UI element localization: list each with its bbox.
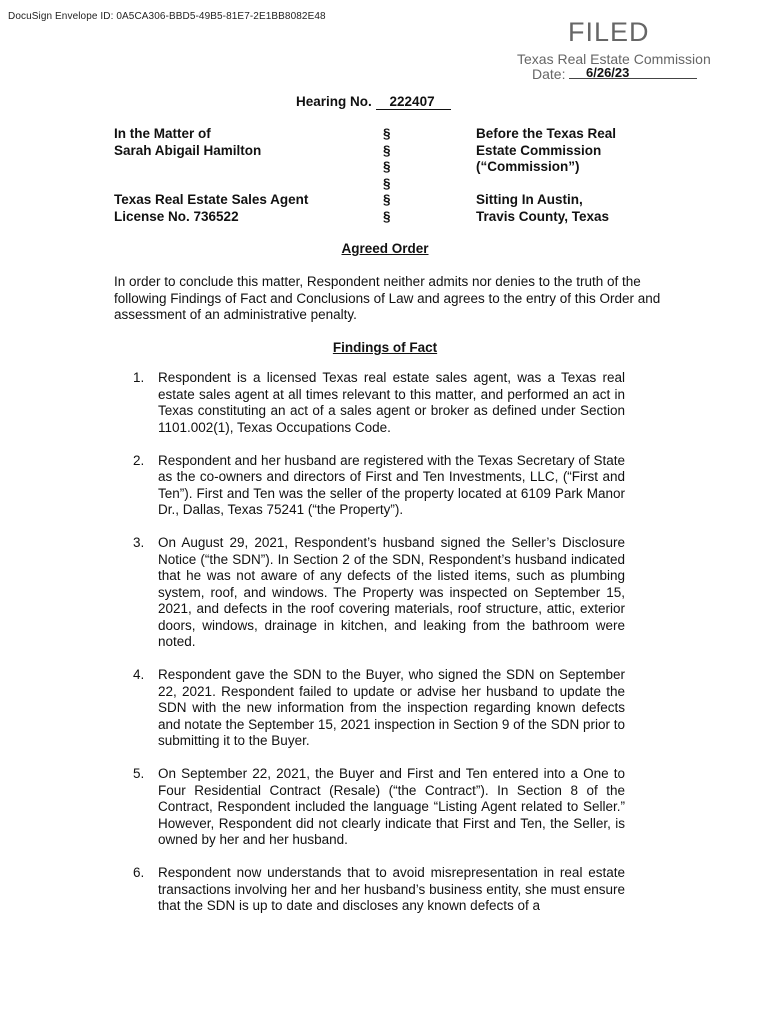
finding-item xyxy=(133,535,625,651)
findings-of-fact-title: Findings of Fact xyxy=(332,340,438,355)
finding-text: On September 22, 2021, the Buyer and First and Ten entered into a One to Four Residential Contract (Resale) (“the Contract”). In Section 8 of the Contract, Respondent included the language “Listing Agent related to Seller.” However, Respondent did not clearly indicate that First and Ten, the Seller, is owned by her and her husband. xyxy=(158,766,625,847)
finding-number: 6. xyxy=(133,865,145,880)
finding-number: 3. xyxy=(133,535,145,550)
finding-item xyxy=(133,667,625,750)
caption-matter-of: In the Matter of xyxy=(114,126,211,141)
finding-number: 2. xyxy=(133,452,145,468)
finding-text: On August 29, 2021, Respondent’s husband signed the Seller’s Disclosure Notice (“the SDN”). In Section 2 of the SDN, Respondent’s husband indicated that he was not aware of any defects of the listed items, such as plumbing system, roof, and windows. The Property was inspected on September 15, 2021, and defects in the roof covering materials, roof structure, attic, exterior doors, windows, drainage in kitchen, and leaking from the bathroom were noted. xyxy=(158,535,625,649)
hearing-number-line xyxy=(296,94,451,110)
caption-respondent-name: Sarah Abigail Hamilton xyxy=(114,142,262,158)
finding-text: Respondent and her husband are registered with the Texas Secretary of State as the co-owners and directors of First and Ten Investments, LLC, (“First and Ten”). First and Ten was the seller of the property located at 6109 Park Manor Dr., Dallas, Texas 75241 (“the Property”). xyxy=(158,452,625,517)
caption-sitting-line-1: Sitting In Austin, xyxy=(476,192,583,207)
caption-sitting-line-2: Travis County, Texas xyxy=(476,208,610,224)
finding-text: Respondent is a licensed Texas real estate sales agent, was a Texas real estate sales agent at all times relevant to this matter, and performed an act in Texas constituting an act of a sales agent or broker as defined under Section 1101.002(1), Texas Occupations Code. xyxy=(158,370,625,435)
caption-before-line-2: Estate Commission xyxy=(476,142,602,158)
finding-number: 1. xyxy=(133,370,145,385)
intro-paragraph: In order to conclude this matter, Respondent neither admits nor denies to the truth of the following Findings of Fact and Conclusions of Law and agrees to the entry of this Order and assessment of an administrative penalty. xyxy=(114,274,661,322)
section-mark: § xyxy=(383,142,391,158)
finding-item xyxy=(133,865,625,915)
filed-stamp-organization: Texas Real Estate Commission xyxy=(517,51,711,67)
agreed-order-title: Agreed Order xyxy=(341,241,429,256)
section-mark: § xyxy=(383,175,391,191)
caption-before-commission xyxy=(476,126,616,176)
finding-number: 5. xyxy=(133,766,145,781)
caption-matter xyxy=(114,126,261,159)
finding-text: Respondent now understands that to avoid misrepresentation in real estate transactions involving her and her husband’s business entity, she must ensure that the SDN is up to date and discloses any known defects of a xyxy=(158,865,625,913)
section-mark: § xyxy=(383,208,391,224)
section-mark: § xyxy=(383,192,391,207)
caption-license xyxy=(114,192,308,225)
filed-stamp-title: FILED xyxy=(568,17,650,47)
caption-sitting xyxy=(476,192,609,225)
section-mark: § xyxy=(383,126,391,141)
filed-stamp-date-value: 6/26/23 xyxy=(586,65,630,80)
finding-text: Respondent gave the SDN to the Buyer, who signed the SDN on September 22, 2021. Respondent failed to update or advise her husband to update the SDN with the new information from the inspection regarding known defects and notate the September 15, 2021 inspection in Section 9 of the SDN prior to submitting it to the Buyer. xyxy=(158,667,625,748)
hearing-label: Hearing No. xyxy=(296,94,372,109)
caption-license-type: Texas Real Estate Sales Agent xyxy=(114,192,309,207)
finding-number: 4. xyxy=(133,667,145,682)
hearing-number: 222407 xyxy=(376,94,451,110)
findings-list xyxy=(133,370,625,931)
caption-section-marks xyxy=(383,126,395,225)
finding-item xyxy=(133,370,625,436)
caption-before-line-1: Before the Texas Real xyxy=(476,126,617,141)
section-mark: § xyxy=(383,159,391,174)
caption-before-line-3: (“Commission”) xyxy=(476,159,580,174)
envelope-id: DocuSign Envelope ID: 0A5CA306-BBD5-49B5-81E7-2E1BB8082E48 xyxy=(8,11,326,22)
caption-license-number: License No. 736522 xyxy=(114,208,239,224)
finding-item xyxy=(133,453,625,519)
filed-stamp-date-label: Date: xyxy=(532,66,566,82)
finding-item xyxy=(133,766,625,849)
